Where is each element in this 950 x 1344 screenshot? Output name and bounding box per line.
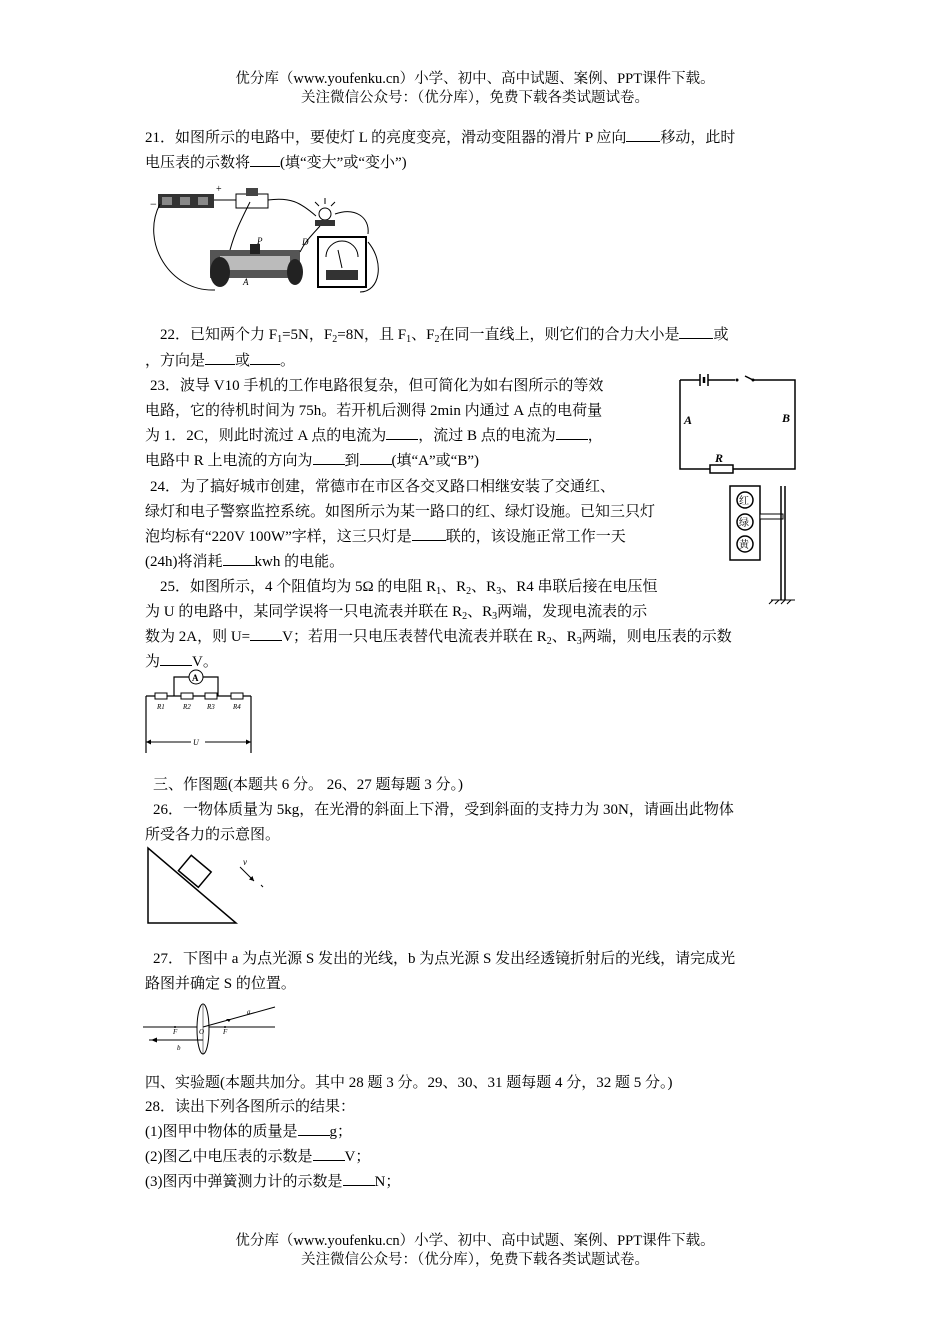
- resistor-R3: [205, 693, 217, 699]
- switch: [236, 194, 268, 208]
- q28-item2: [145, 1146, 370, 1168]
- focus-label-right: F: [223, 1028, 228, 1036]
- subscript: 2: [434, 334, 440, 345]
- subscript: 1: [436, 586, 442, 597]
- point-label-A: A: [684, 413, 693, 427]
- answer-blank[interactable]: [298, 1121, 330, 1136]
- answer-blank[interactable]: [250, 626, 282, 641]
- terminal-label-A: A: [243, 277, 249, 287]
- section3-heading: 三、作图题(本题共 6 分。 26、27 题每题 3 分。): [153, 777, 463, 793]
- q28-item3: [145, 1171, 400, 1193]
- subscript: 3: [496, 586, 502, 597]
- answer-blank[interactable]: [360, 450, 392, 465]
- terminal-label-D: D: [302, 237, 309, 247]
- answer-blank[interactable]: [679, 324, 713, 339]
- q25-text: 两端，则电压表的示数: [581, 629, 732, 645]
- fig25-series-resistors: [143, 668, 258, 756]
- label-R1: R1: [157, 703, 165, 711]
- minus-label: −: [150, 197, 157, 211]
- q23-text: ，: [587, 428, 603, 444]
- point-label-B: B: [782, 411, 791, 425]
- q25-line3: [145, 626, 732, 653]
- q28-text: g；: [329, 1124, 353, 1140]
- subscript: 2: [546, 636, 552, 647]
- q21-line1: [145, 127, 735, 149]
- q27-line1: 27．下图中 a 为点光源 S 发出的光线，b 为点光源 S 发出经透镜折射后的光线，请完成光: [153, 951, 736, 967]
- q22-line1: [160, 324, 729, 351]
- page-footer-line2: 关注微信公众号：（优分库），免费下载各类试题试卷。: [301, 1252, 649, 1268]
- fig26-incline: [143, 845, 273, 927]
- q23-line4: [145, 450, 479, 472]
- q23-text: 电路中 R 上电流的方向为: [145, 453, 313, 469]
- answer-blank[interactable]: [386, 425, 418, 440]
- q25-text: 、R4 串联后接在电压恒: [501, 579, 658, 595]
- q23-line2: 电路，它的待机时间为 75h。若开机后测得 2min 内通过 A 点的电荷量: [145, 403, 603, 419]
- q28-text: (3)图丙中弹簧测力计的示数是: [145, 1174, 343, 1190]
- q25-text: 25．如图所示，4 个阻值均为 5Ω 的电阻 R: [160, 579, 437, 595]
- answer-blank[interactable]: [160, 651, 192, 666]
- q25-line2: [145, 601, 647, 628]
- answer-blank[interactable]: [223, 551, 255, 566]
- resistor-R: [710, 465, 733, 473]
- q25-text: 、R: [441, 579, 467, 595]
- q22-text: =8N，且 F: [337, 327, 407, 343]
- green-label: 绿: [739, 518, 749, 529]
- ray-b-label: b: [177, 1044, 181, 1052]
- label-R4: R4: [233, 703, 241, 711]
- fig24-traffic-light: [725, 484, 795, 606]
- q28-item1: [145, 1121, 352, 1143]
- q23-text: 到: [344, 453, 360, 469]
- yellow-label: 黄: [739, 540, 749, 551]
- slider-label-P: P: [257, 236, 263, 246]
- fig21-circuit-diagram: [140, 182, 380, 302]
- q24-text: 联的，该设施正常工作一天: [445, 529, 626, 545]
- page-footer-line1: 优分库（www.youfenku.cn）小学、初中、高中试题、案例、PPT课件下载。: [235, 1233, 715, 1249]
- q28-text: N；: [374, 1174, 401, 1190]
- q23-text: ，流过 B 点的电流为: [418, 428, 556, 444]
- label-R2: R2: [183, 703, 191, 711]
- subscript: 3: [576, 636, 582, 647]
- q28-text: (1)图甲中物体的质量是: [145, 1124, 298, 1140]
- q25-text: 、R: [467, 604, 493, 620]
- q23-line3: [145, 425, 603, 447]
- q27-line2: 路图并确定 S 的位置。: [145, 976, 296, 992]
- subscript: 1: [406, 334, 412, 345]
- q24-text: kwh 的电能。: [254, 554, 345, 570]
- resistor-R2: [181, 693, 193, 699]
- subscript: 3: [492, 611, 498, 622]
- answer-blank[interactable]: [343, 1171, 375, 1186]
- red-label: 红: [739, 496, 749, 507]
- q23-text: (填“A”或“B”): [391, 453, 479, 469]
- q26-line1: 26．一物体质量为 5kg，在光滑的斜面上下滑，受到斜面的支持力为 30N，请画出此物体: [153, 802, 734, 818]
- plus-label: +: [216, 184, 222, 195]
- q22-text: 、F: [411, 327, 435, 343]
- label-U: U: [193, 738, 199, 747]
- q21-text: 移动，此时: [660, 130, 736, 146]
- answer-blank[interactable]: [313, 1146, 345, 1161]
- q25-line1: [160, 576, 657, 603]
- q21-line2: [145, 152, 407, 174]
- q22-text: 或: [713, 327, 729, 343]
- q25-text: 两端，发现电流表的示: [497, 604, 648, 620]
- lamp-bulb: [319, 208, 331, 220]
- q28-text: V；: [344, 1149, 371, 1165]
- answer-blank[interactable]: [250, 350, 280, 365]
- section4-heading: 四、实验题(本题共加分。其中 28 题 3 分。29、30、31 题每题 4 分，32 题 5 分。): [145, 1075, 673, 1091]
- answer-blank[interactable]: [250, 152, 280, 167]
- q28-title: 28．读出下列各图所示的结果：: [145, 1099, 356, 1115]
- q25-text: V。: [192, 654, 218, 670]
- q22-line2: [145, 350, 295, 372]
- q26-line2: 所受各力的示意图。: [145, 827, 281, 843]
- q21-text: 21．如图所示的电路中，要使灯 L 的亮度变亮，滑动变阻器的滑片 P 应向: [145, 130, 627, 146]
- q25-text: 为 U 的电路中，某同学误将一只电流表并联在 R: [145, 604, 463, 620]
- q22-text: 或: [235, 353, 251, 369]
- answer-blank[interactable]: [412, 526, 446, 541]
- answer-blank[interactable]: [205, 350, 235, 365]
- page-header-line2: 关注微信公众号：（优分库），免费下载各类试题试卷。: [301, 90, 649, 106]
- subscript: 2: [462, 611, 468, 622]
- q25-text: 、R: [471, 579, 497, 595]
- q22-text: =5N，F: [282, 327, 333, 343]
- q23-line1: 23．波导 V10 手机的工作电路很复杂，但可简化为如右图所示的等效: [150, 378, 604, 394]
- q23-text: 为 1．2C，则此时流过 A 点的电流为: [145, 428, 387, 444]
- q24-line1: 24．为了搞好城市创建，常德市在市区各交叉路口相继安装了交通红、: [150, 479, 616, 495]
- q22-text: 22．已知两个力 F: [160, 327, 278, 343]
- q21-text: (填“变大”或“变小”): [280, 155, 407, 171]
- velocity-label: v: [243, 857, 247, 867]
- label-R3: R3: [207, 703, 215, 711]
- resistor-R4: [231, 693, 243, 699]
- ray-a: [203, 1007, 275, 1027]
- q25-text: 为: [145, 654, 161, 670]
- resistor-R1: [155, 693, 167, 699]
- q24-line4: [145, 551, 344, 573]
- q24-line3: [145, 526, 626, 548]
- q22-text: 在同一直线上，则它们的合力大小是: [439, 327, 680, 343]
- subscript: 1: [277, 334, 283, 345]
- q25-text: 、R: [551, 629, 577, 645]
- q28-text: (2)图乙中电压表的示数是: [145, 1149, 313, 1165]
- ray-a-label: a: [247, 1008, 251, 1016]
- page-header-line1: 优分库（www.youfenku.cn）小学、初中、高中试题、案例、PPT课件下载。: [235, 71, 715, 87]
- q22-text: 。: [280, 353, 296, 369]
- answer-blank[interactable]: [626, 127, 660, 142]
- q24-line2: 绿灯和电子警察监控系统。如图所示为某一路口的红、绿灯设施。已知三只灯: [145, 504, 656, 520]
- answer-blank[interactable]: [313, 450, 345, 465]
- q22-text: ，方向是: [145, 353, 206, 369]
- ammeter-label: A: [192, 673, 199, 683]
- optical-center-label: O: [199, 1028, 205, 1036]
- q21-text: 电压表的示数将: [145, 155, 251, 171]
- fig27-lens-diagram: [143, 1005, 278, 1057]
- fig23-circuit-diagram: [675, 372, 800, 472]
- q25-text: V；若用一只电压表替代电流表并联在 R: [282, 629, 547, 645]
- focus-label-left: F: [173, 1028, 178, 1036]
- q24-text: (24h)将消耗: [145, 554, 223, 570]
- answer-blank[interactable]: [556, 425, 588, 440]
- subscript: 2: [332, 334, 338, 345]
- q24-text: 泡均标有“220V 100W”字样，这三只灯是: [145, 529, 412, 545]
- q25-text: 数为 2A，则 U=: [145, 629, 251, 645]
- label-R: R: [715, 451, 724, 465]
- subscript: 2: [466, 586, 472, 597]
